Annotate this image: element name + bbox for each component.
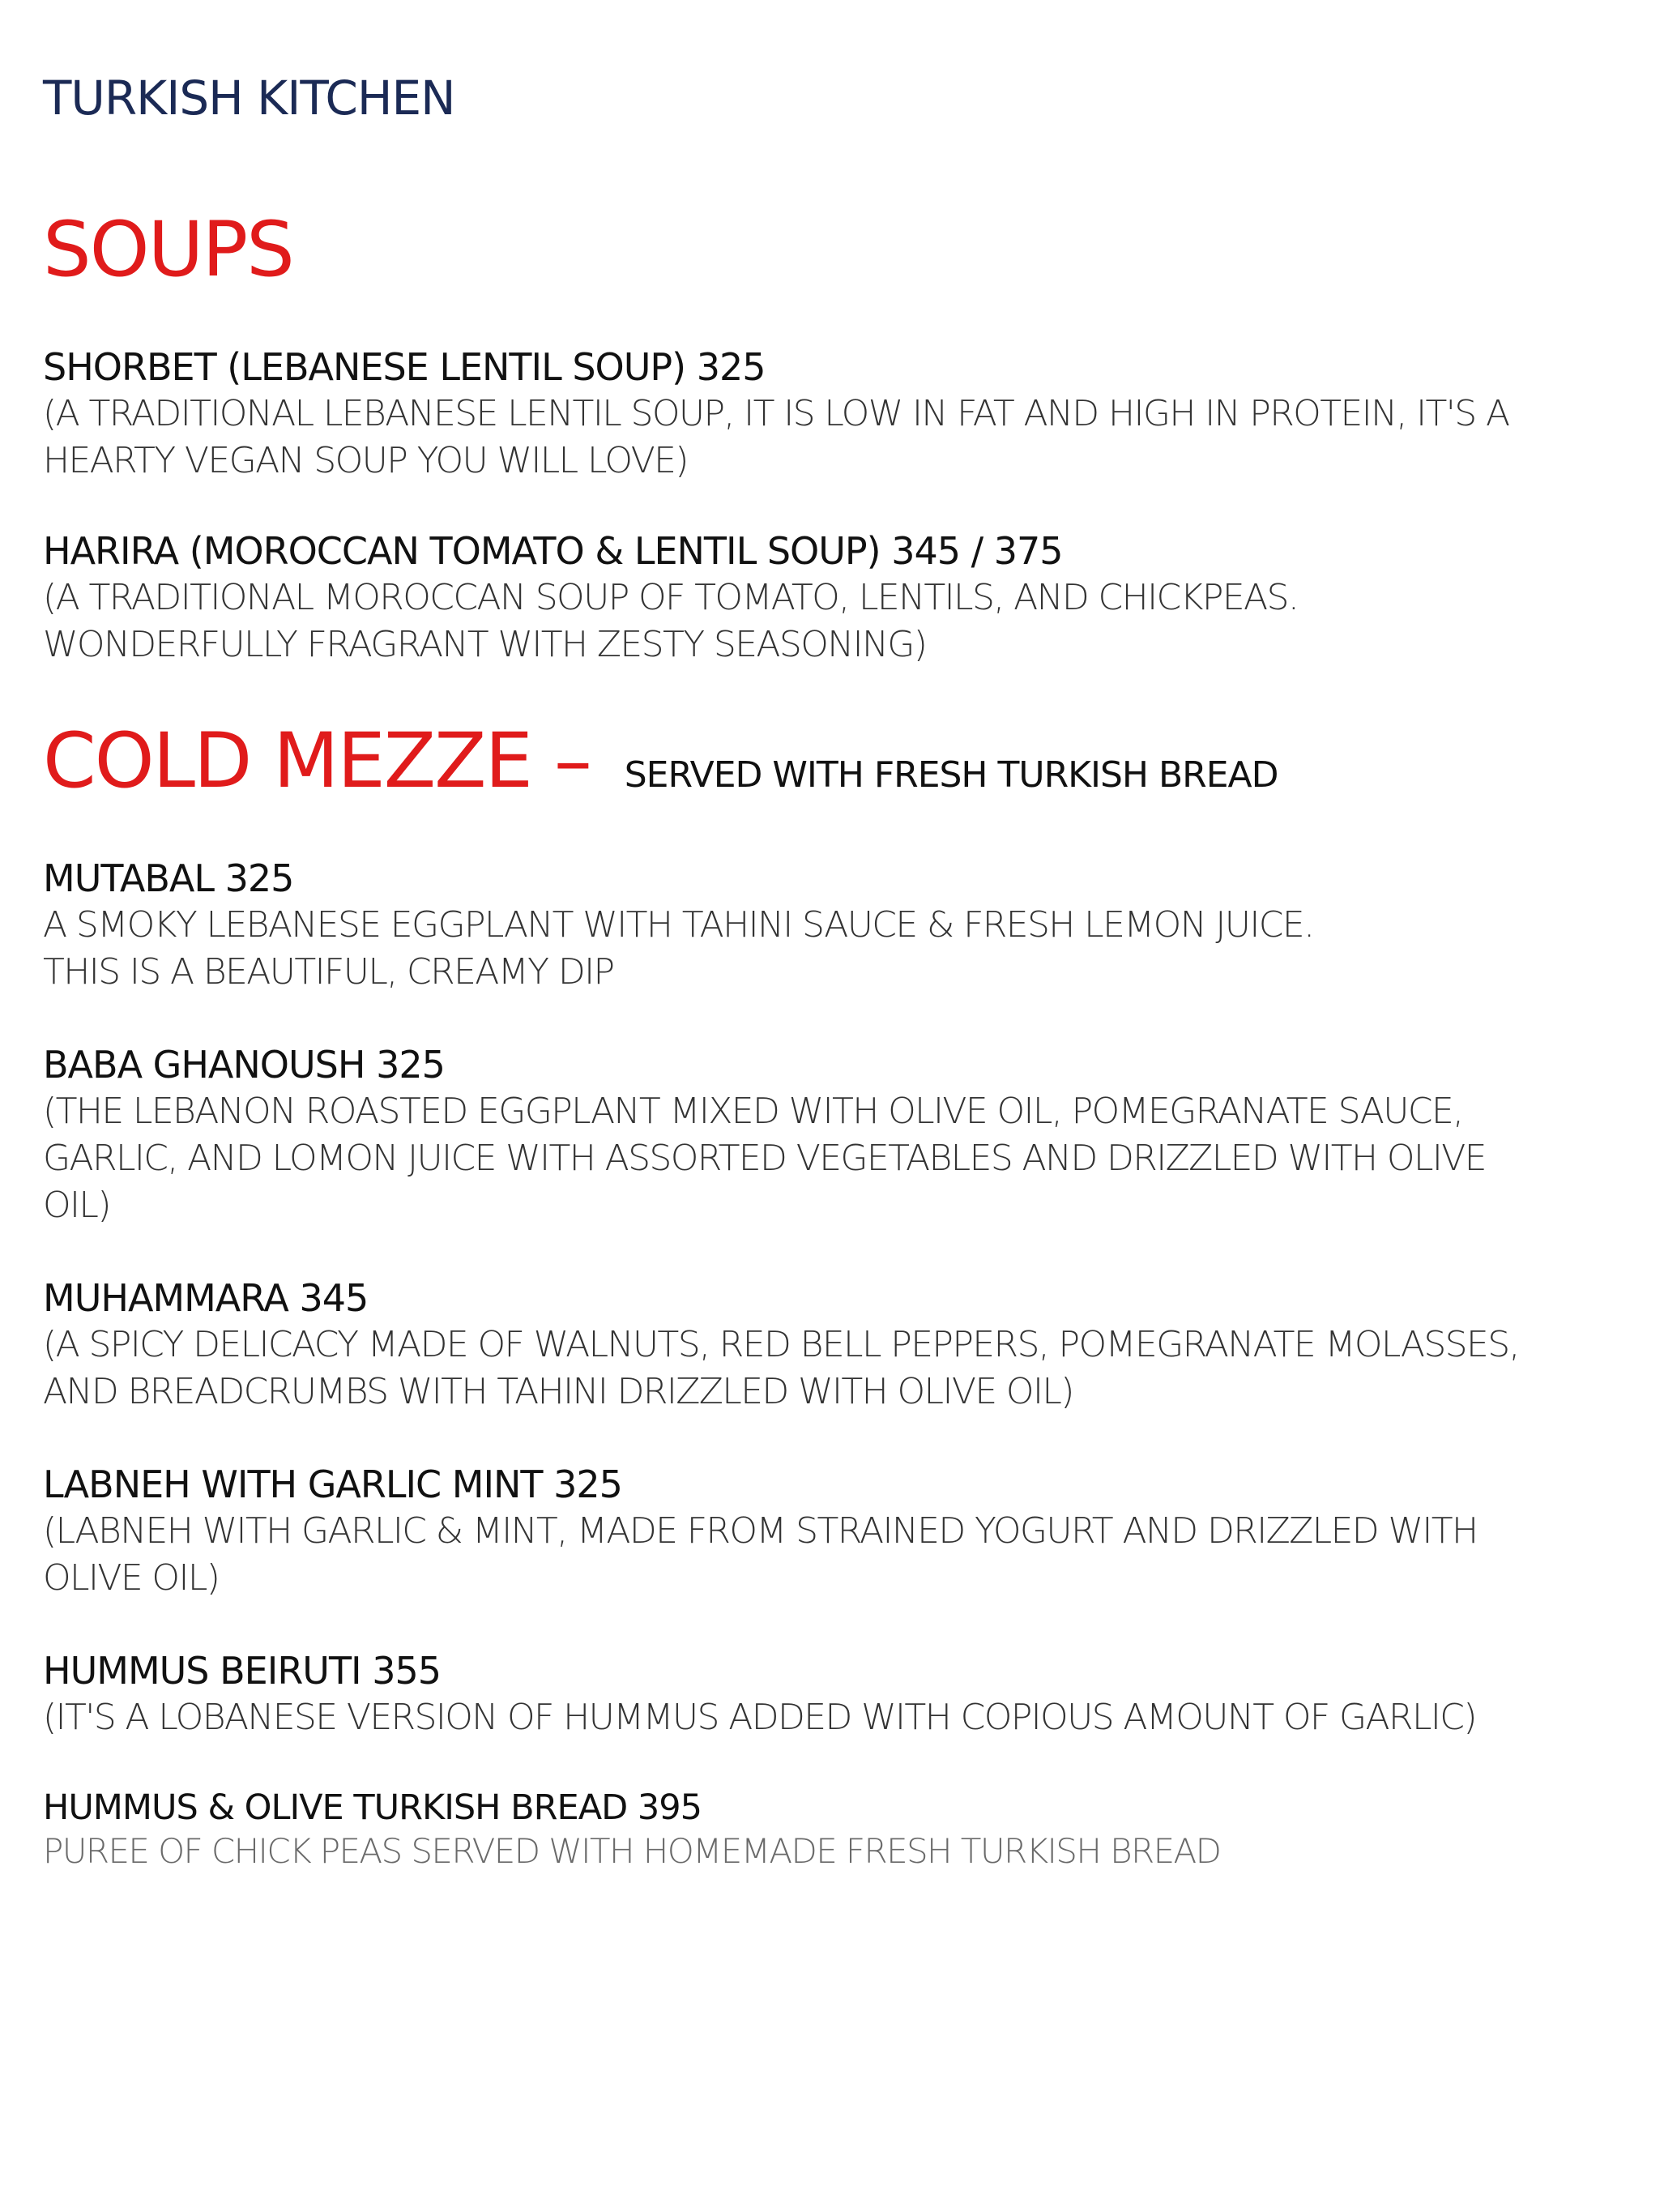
menu-item-baba-ghanoush bbox=[43, 1041, 1631, 1229]
item-name: MUHAMMARA 345 bbox=[43, 1276, 369, 1320]
item-name: HUMMUS & OLIVE TURKISH BREAD 395 bbox=[43, 1787, 702, 1828]
item-description: (LABNEH WITH GARLIC & MINT, MADE FROM STRAINED YOGURT AND DRIZZLED WITH OLIVE OIL) bbox=[43, 1510, 1478, 1599]
item-name: MUTABAL 325 bbox=[43, 856, 294, 900]
item-description: (A TRADITIONAL MOROCCAN SOUP OF TOMATO, LENTILS, AND CHICKPEAS. WONDERFULLY FRAGRANT WITH ZESTY SEASONING) bbox=[43, 577, 1299, 665]
item-description: (IT'S A LOBANESE VERSION OF HUMMUS ADDED WITH COPIOUS AMOUNT OF GARLIC) bbox=[43, 1697, 1476, 1738]
menu-item-hummus-beiruti bbox=[43, 1647, 1631, 1741]
item-description: (A SPICY DELICACY MADE OF WALNUTS, RED BELL PEPPERS, POMEGRANATE MOLASSES, AND BREADCRUMBS WITH TAHINI DRIZZLED WITH OLIVE OIL) bbox=[43, 1324, 1519, 1412]
item-description: A SMOKY LEBANESE EGGPLANT WITH TAHINI SAUCE & FRESH LEMON JUICE. THIS IS A BEAUTIFUL, CREAMY DIP bbox=[43, 904, 1314, 993]
menu-item-hummus-olive-bread bbox=[43, 1786, 1631, 1873]
menu-item-shorbet bbox=[43, 344, 1631, 485]
item-description: (THE LEBANON ROASTED EGGPLANT MIXED WITH OLIVE OIL, POMEGRANATE SAUCE, GARLIC, AND LOMON JUICE WITH ASSORTED VEGETABLES AND DRIZZLED WITH OLIVE OIL) bbox=[43, 1091, 1486, 1226]
section-title-cold-mezze bbox=[43, 717, 1278, 805]
item-name: LABNEH WITH GARLIC MINT 325 bbox=[43, 1463, 622, 1506]
item-description: (A TRADITIONAL LEBANESE LENTIL SOUP, IT IS LOW IN FAT AND HIGH IN PROTEIN, IT'S A HEARTY VEGAN SOUP YOU WILL LOVE) bbox=[43, 393, 1509, 481]
menu-item-mutabal bbox=[43, 855, 1631, 996]
menu-item-harira bbox=[43, 527, 1631, 668]
item-name: HARIRA (MOROCCAN TOMATO & LENTIL SOUP) 345 / 375 bbox=[43, 529, 1063, 573]
menu-item-muhammara bbox=[43, 1275, 1631, 1416]
section-title-soups bbox=[43, 206, 293, 294]
item-description: PUREE OF CHICK PEAS SERVED WITH HOMEMADE FRESH TURKISH BREAD bbox=[43, 1831, 1221, 1871]
section-title-text: COLD MEZZE – bbox=[43, 717, 591, 805]
item-name: SHORBET (LEBANESE LENTIL SOUP) 325 bbox=[43, 345, 766, 389]
item-name: HUMMUS BEIRUTI 355 bbox=[43, 1649, 442, 1693]
restaurant-name: TURKISH KITCHEN bbox=[43, 70, 455, 126]
section-title-text: SOUPS bbox=[43, 206, 293, 294]
menu-item-labneh bbox=[43, 1461, 1631, 1602]
item-name: BABA GHANOUSH 325 bbox=[43, 1043, 445, 1087]
section-subtitle: SERVED WITH FRESH TURKISH BREAD bbox=[624, 754, 1278, 796]
